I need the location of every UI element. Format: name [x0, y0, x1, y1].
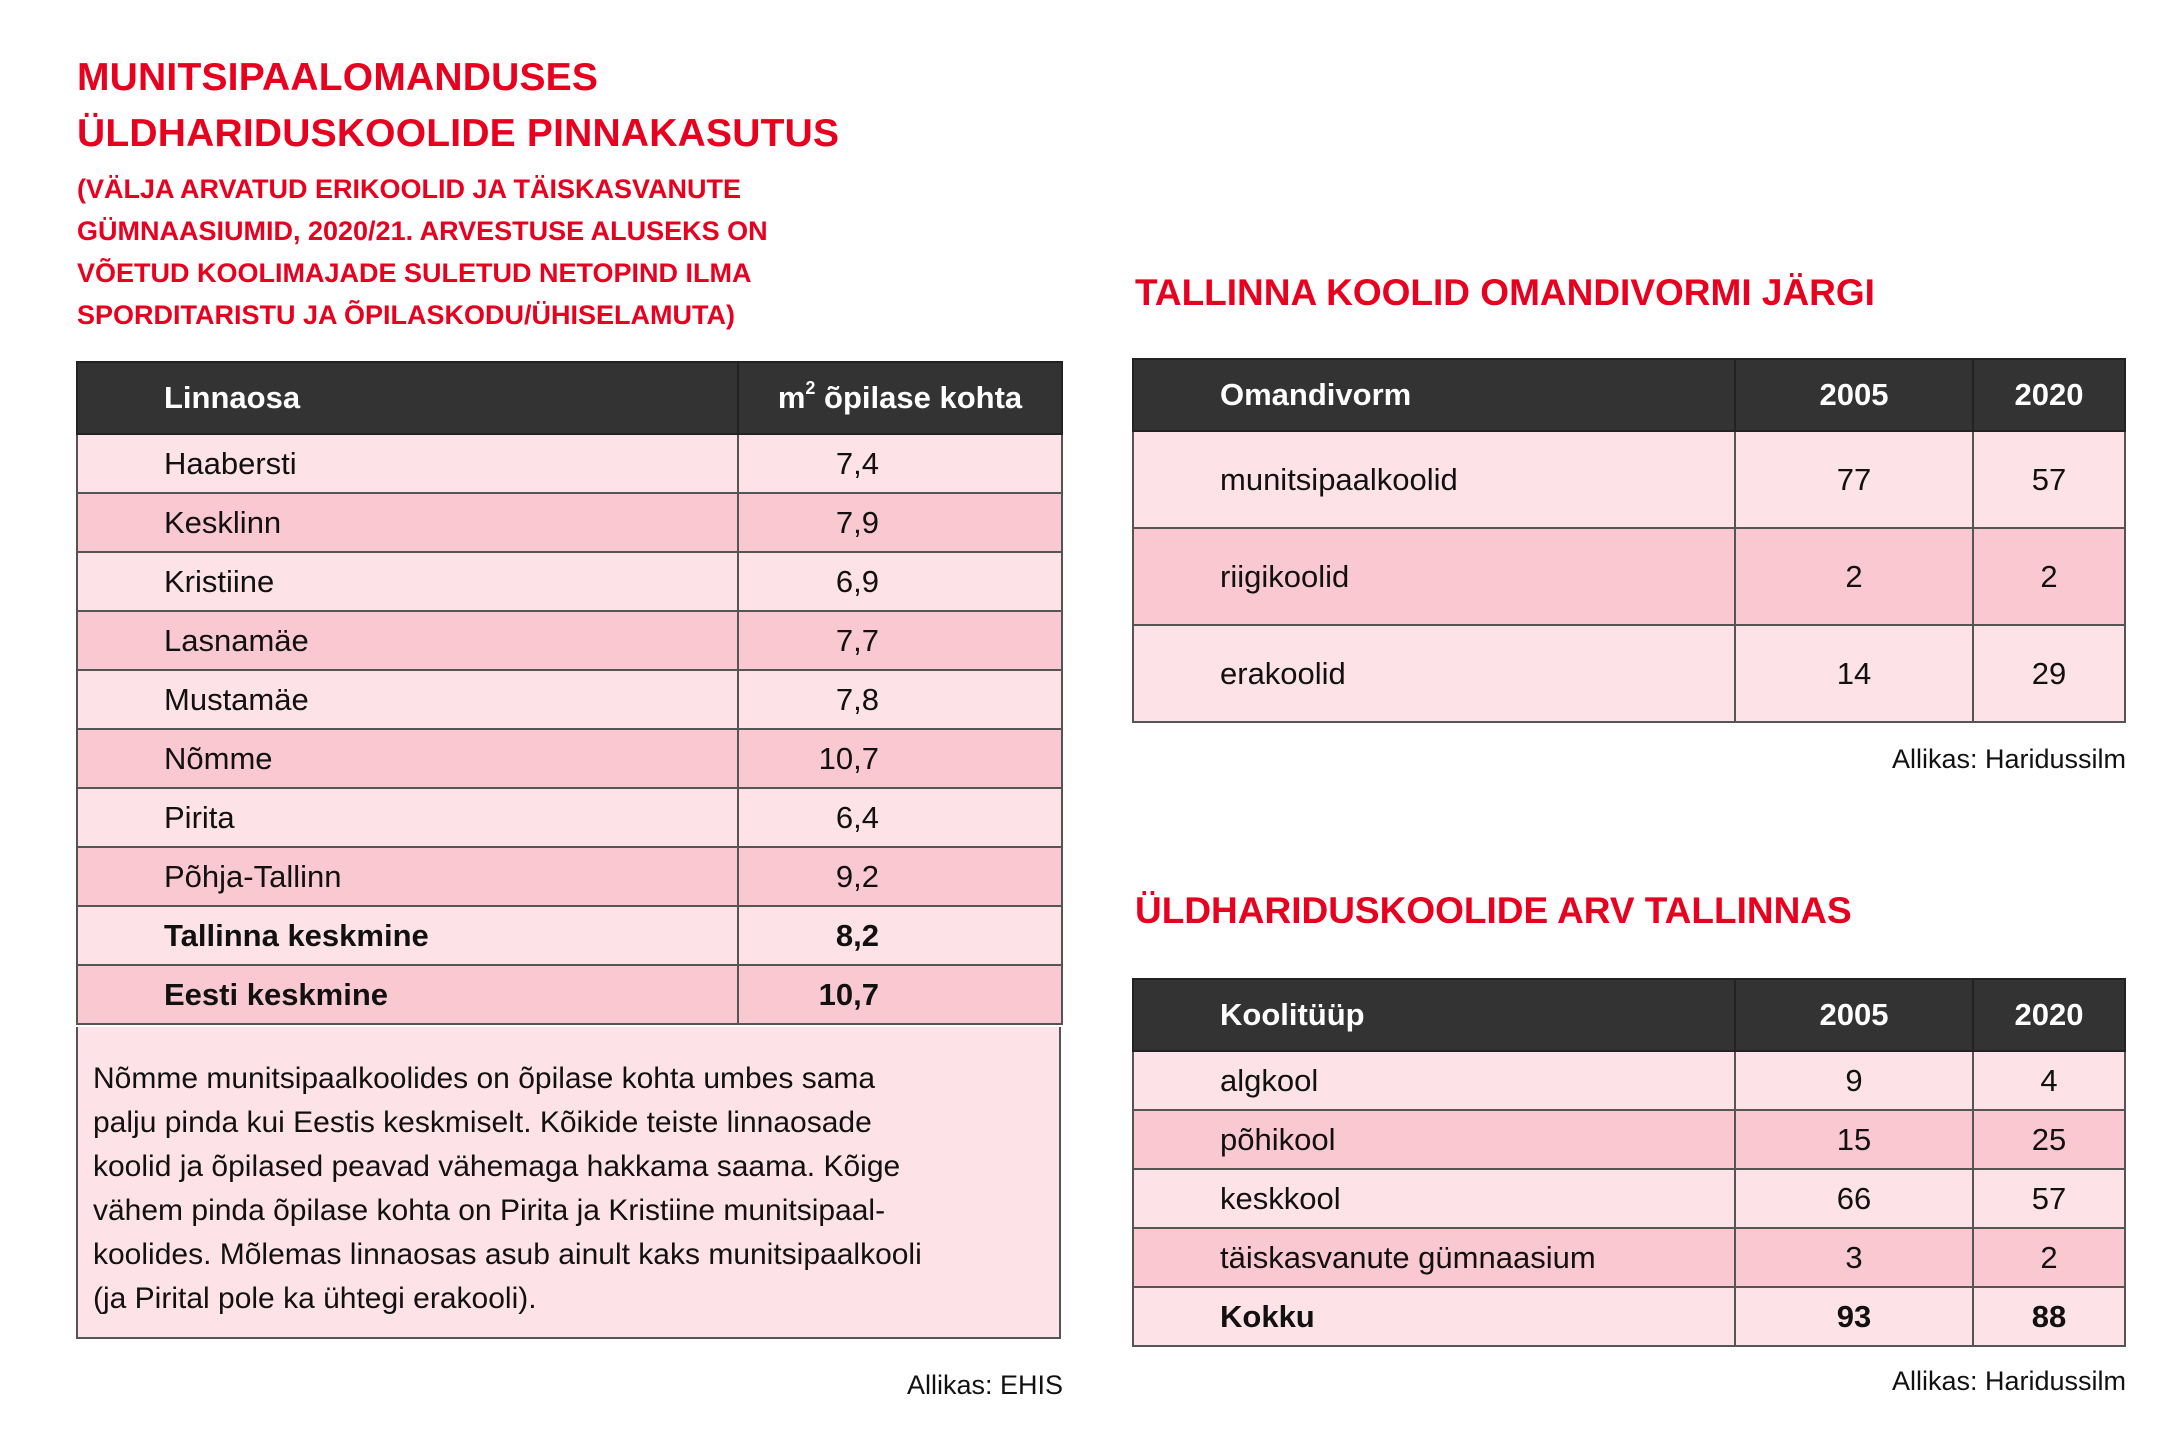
value-2020: 2 — [1973, 528, 2125, 625]
district-cell: Kesklinn — [77, 493, 738, 552]
district-cell: Haabersti — [77, 434, 738, 493]
note-text — [78, 1027, 1059, 1321]
district-cell: Kristiine — [77, 552, 738, 611]
value-cell: 10,7 — [738, 965, 1062, 1024]
note-line: Nõmme munitsipaalkoolides on õpilase kohta umbes sama — [93, 1062, 876, 1095]
table-header-row — [1133, 359, 2125, 431]
note-line: koolides. Mõlemas linnaosas asub ainult kaks munitsipaalkooli — [93, 1238, 922, 1271]
value-2005: 15 — [1735, 1110, 1973, 1169]
value-2020: 25 — [1973, 1110, 2125, 1169]
type-cell: algkool — [1133, 1051, 1735, 1110]
page-title-line-1: MUNITSIPAALOMANDUSES — [77, 56, 599, 99]
note-line: vähem pinda õpilase kohta on Pirita ja Kristiine munitsipaal- — [93, 1194, 886, 1227]
source-haridussilm-1: Allikas: Haridussilm — [1891, 744, 2126, 774]
column-header-2005: 2005 — [1735, 979, 1973, 1051]
value-2020: 88 — [1973, 1287, 2125, 1346]
district-cell: Tallinna keskmine — [77, 906, 738, 965]
unit-superscript: 2 — [805, 378, 816, 398]
type-cell: Kokku — [1133, 1287, 1735, 1346]
table-row — [77, 493, 1062, 552]
value-2005: 93 — [1735, 1287, 1973, 1346]
ownership-title: TALLINNA KOOLID OMANDIVORMI JÄRGI — [1135, 272, 1875, 313]
type-cell: põhikool — [1133, 1110, 1735, 1169]
value-2005: 2 — [1735, 528, 1973, 625]
area-per-student-table — [76, 361, 1063, 1025]
table-row — [1133, 1110, 2125, 1169]
page-title-line-2: ÜLDHARIDUSKOOLIDE PINNAKASUTUS — [77, 112, 840, 155]
value-2005: 77 — [1735, 431, 1973, 528]
note-line: koolid ja õpilased peavad vähemaga hakkama saama. Kõige — [93, 1150, 901, 1183]
source-haridussilm-2: Allikas: Haridussilm — [1891, 1366, 2126, 1396]
type-cell: keskkool — [1133, 1169, 1735, 1228]
column-header-ownership: Omandivorm — [1133, 359, 1735, 431]
table-row — [1133, 1169, 2125, 1228]
source-ehis: Allikas: EHIS — [906, 1370, 1063, 1400]
table-row — [77, 729, 1062, 788]
district-cell: Põhja-Tallinn — [77, 847, 738, 906]
school-count-title: ÜLDHARIDUSKOOLIDE ARV TALLINNAS — [1135, 890, 1852, 931]
subtitle-line-1: (VÄLJA ARVATUD ERIKOOLID JA TÄISKASVANUTE — [77, 174, 742, 204]
table-row — [77, 670, 1062, 729]
type-cell: täiskasvanute gümnaasium — [1133, 1228, 1735, 1287]
subtitle-line-3: VÕETUD KOOLIMAJADE SULETUD NETOPIND ILMA — [77, 258, 752, 288]
value-cell: 7,9 — [738, 493, 1062, 552]
unit-label: m — [777, 380, 806, 415]
school-count-table — [1132, 978, 2126, 1347]
note-box — [76, 1027, 1061, 1339]
table-row — [77, 847, 1062, 906]
value-2020: 57 — [1973, 1169, 2125, 1228]
table-row — [1133, 431, 2125, 528]
value-2020: 29 — [1973, 625, 2125, 722]
note-line: palju pinda kui Eestis keskmiselt. Kõikide teiste linnaosade — [93, 1106, 872, 1139]
value-cell: 8,2 — [738, 906, 1062, 965]
table-row-total — [1133, 1287, 2125, 1346]
value-2005: 66 — [1735, 1169, 1973, 1228]
type-cell: munitsipaalkoolid — [1133, 431, 1735, 528]
value-2020: 4 — [1973, 1051, 2125, 1110]
table-header-row — [77, 362, 1062, 434]
column-header-2005: 2005 — [1735, 359, 1973, 431]
value-cell: 10,7 — [738, 729, 1062, 788]
table-row — [1133, 1051, 2125, 1110]
value-cell: 7,7 — [738, 611, 1062, 670]
table-row — [1133, 1228, 2125, 1287]
column-header-district: Linnaosa — [77, 362, 738, 434]
value-cell: 7,8 — [738, 670, 1062, 729]
table-row — [1133, 625, 2125, 722]
type-cell: riigikoolid — [1133, 528, 1735, 625]
district-cell: Eesti keskmine — [77, 965, 738, 1024]
value-cell: 6,9 — [738, 552, 1062, 611]
district-cell: Mustamäe — [77, 670, 738, 729]
column-header-2020: 2020 — [1973, 359, 2125, 431]
district-cell: Nõmme — [77, 729, 738, 788]
value-2020: 2 — [1973, 1228, 2125, 1287]
column-header-2020: 2020 — [1973, 979, 2125, 1051]
value-2020: 57 — [1973, 431, 2125, 528]
value-cell: 6,4 — [738, 788, 1062, 847]
table-row-tallinn-average — [77, 906, 1062, 965]
value-2005: 9 — [1735, 1051, 1973, 1110]
column-header-school-type: Koolitüüp — [1133, 979, 1735, 1051]
table-row — [77, 552, 1062, 611]
column-header-area-text: õpilase kohta — [815, 380, 1023, 415]
table-header-row — [1133, 979, 2125, 1051]
table-row — [77, 434, 1062, 493]
subtitle-line-4: SPORDITARISTU JA ÕPILASKODU/ÜHISELAMUTA) — [77, 300, 736, 330]
value-cell: 9,2 — [738, 847, 1062, 906]
table-row — [77, 788, 1062, 847]
ownership-table — [1132, 358, 2126, 723]
page-title — [77, 50, 839, 162]
column-header-area — [738, 362, 1062, 434]
district-cell: Pirita — [77, 788, 738, 847]
note-line: (ja Pirital pole ka ühtegi erakooli). — [93, 1282, 537, 1315]
value-cell: 7,4 — [738, 434, 1062, 493]
subtitle-line-2: GÜMNAASIUMID, 2020/21. ARVESTUSE ALUSEKS ON — [77, 216, 768, 246]
table-row — [77, 611, 1062, 670]
value-2005: 14 — [1735, 625, 1973, 722]
type-cell: erakoolid — [1133, 625, 1735, 722]
value-2005: 3 — [1735, 1228, 1973, 1287]
table-row-estonia-average — [77, 965, 1062, 1024]
page-subtitle — [77, 168, 768, 336]
district-cell: Lasnamäe — [77, 611, 738, 670]
table-row — [1133, 528, 2125, 625]
